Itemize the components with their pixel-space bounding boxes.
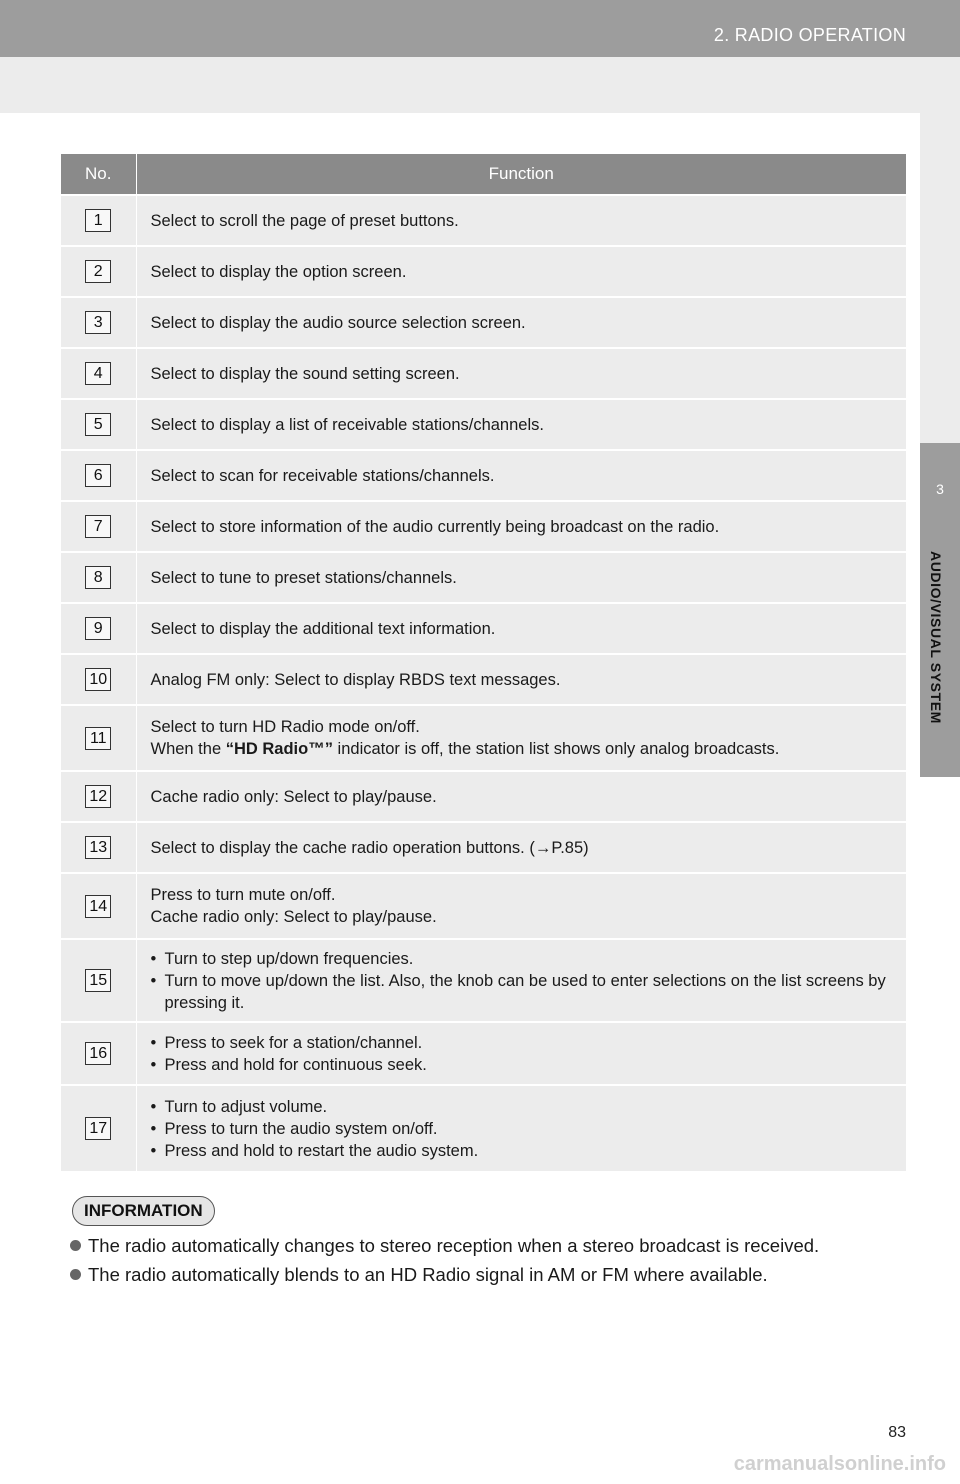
row-number-badge: 15 — [85, 969, 111, 992]
row-number-badge: 2 — [85, 260, 111, 283]
information-text: The radio automatically changes to stereo reception when a stereo broadcast is received. — [88, 1235, 820, 1256]
bullet-icon: • — [150, 1097, 157, 1116]
function-cell — [136, 552, 906, 603]
row-number-cell — [61, 399, 136, 450]
row-number-badge: 8 — [85, 566, 111, 589]
bullet-text: Press to turn the audio system on/off. — [164, 1119, 438, 1138]
bullet-text: Press and hold for continuous seek. — [164, 1055, 427, 1074]
table-row — [61, 822, 906, 873]
row-number-cell — [61, 195, 136, 246]
column-header-function: Function — [136, 154, 906, 195]
header-band — [0, 57, 960, 113]
function-text: Select to display the additional text information. — [150, 619, 496, 638]
table-row — [61, 771, 906, 822]
row-number-cell — [61, 939, 136, 1022]
row-number-badge: 11 — [85, 727, 111, 750]
chapter-number: 3 — [936, 481, 944, 497]
section-title: 2. RADIO OPERATION — [713, 25, 906, 45]
function-cell — [136, 195, 906, 246]
information-item — [70, 1262, 920, 1288]
chapter-tab — [920, 443, 960, 777]
function-cell — [136, 1022, 906, 1085]
bullet-item — [151, 1096, 893, 1118]
column-header-no: No. — [61, 154, 136, 195]
function-cell — [136, 246, 906, 297]
function-text: Cache radio only: Select to play/pause. — [150, 908, 437, 926]
bullet-icon: • — [150, 1119, 157, 1138]
row-number-cell — [61, 348, 136, 399]
function-text: Analog FM only: Select to display RBDS text messages. — [150, 670, 561, 689]
function-text: Select to display the cache radio operation buttons. (→P.85) — [150, 838, 589, 857]
row-number-cell — [61, 501, 136, 552]
table-row — [61, 603, 906, 654]
bullet-icon: • — [150, 971, 157, 990]
row-number-badge: 12 — [85, 785, 111, 808]
row-number-cell — [61, 603, 136, 654]
function-cell — [136, 399, 906, 450]
row-number-badge: 9 — [85, 617, 111, 640]
function-text: Select to scan for receivable stations/channels. — [150, 466, 495, 485]
chapter-label: AUDIO/VISUAL SYSTEM — [928, 551, 944, 724]
function-text: Select to display the option screen. — [150, 262, 407, 281]
watermark: carmanualsonline.info — [733, 1453, 946, 1475]
table-row — [61, 450, 906, 501]
function-text: Select to scroll the page of preset buttons. — [150, 211, 459, 230]
bullet-text: Press to seek for a station/channel. — [164, 1033, 423, 1052]
function-cell — [136, 450, 906, 501]
row-number-cell — [61, 1085, 136, 1171]
row-number-badge: 3 — [85, 311, 111, 334]
table-row — [61, 246, 906, 297]
table-row — [61, 195, 906, 246]
function-text: Select to display the audio source selection screen. — [150, 313, 526, 332]
table-row — [61, 348, 906, 399]
row-number-badge: 10 — [85, 668, 111, 691]
function-cell — [136, 297, 906, 348]
row-number-cell — [61, 450, 136, 501]
bullet-text: Press and hold to restart the audio system. — [164, 1141, 479, 1160]
bullet-dot-icon — [70, 1240, 81, 1251]
information-list — [70, 1233, 920, 1291]
function-text: Select to display the sound setting screen. — [150, 364, 460, 383]
function-cell — [136, 501, 906, 552]
bullet-icon: • — [150, 1055, 157, 1074]
table-row — [61, 399, 906, 450]
bullet-item — [151, 1054, 893, 1076]
bullet-icon: • — [150, 1033, 157, 1052]
information-label: INFORMATION — [72, 1196, 215, 1226]
function-text: Press to turn mute on/off. — [150, 886, 336, 904]
function-cell — [136, 705, 906, 771]
bullet-text: Turn to step up/down frequencies. — [164, 949, 414, 968]
row-number-cell — [61, 705, 136, 771]
row-number-badge: 6 — [85, 464, 111, 487]
row-number-cell — [61, 1022, 136, 1085]
function-cell — [136, 1085, 906, 1171]
bullet-text: Turn to move up/down the list. Also, the knob can be used to enter selections on the list screens by pressing it. — [164, 971, 886, 1012]
row-number-badge: 4 — [85, 362, 111, 385]
function-text: Select to display a list of receivable stations/channels. — [150, 415, 544, 434]
function-text-part: When the — [150, 740, 226, 758]
function-text: Select to store information of the audio currently being broadcast on the radio. — [150, 517, 720, 536]
bullet-item — [151, 1118, 893, 1140]
row-number-cell — [61, 654, 136, 705]
information-text: The radio automatically blends to an HD Radio signal in AM or FM where available. — [88, 1264, 768, 1285]
bullet-item — [151, 970, 893, 1014]
function-text: Cache radio only: Select to play/pause. — [150, 787, 437, 806]
table-row — [61, 1085, 906, 1171]
row-number-badge: 1 — [85, 209, 111, 232]
function-text — [151, 738, 893, 760]
function-cell — [136, 348, 906, 399]
function-cell — [136, 873, 906, 939]
table-row — [61, 501, 906, 552]
row-number-cell — [61, 873, 136, 939]
table-row — [61, 552, 906, 603]
row-number-badge: 7 — [85, 515, 111, 538]
function-text: Select to turn HD Radio mode on/off. — [150, 718, 420, 736]
row-number-badge: 13 — [85, 836, 111, 859]
row-number-badge: 5 — [85, 413, 111, 436]
function-cell — [136, 771, 906, 822]
table-row — [61, 705, 906, 771]
table-header-row — [61, 154, 906, 195]
side-band — [920, 113, 960, 443]
function-cell — [136, 939, 906, 1022]
indicator-name: “HD Radio™” — [225, 740, 333, 758]
bullet-dot-icon — [70, 1269, 81, 1280]
function-table — [61, 154, 906, 1171]
table-row — [61, 297, 906, 348]
table-row — [61, 654, 906, 705]
row-number-cell — [61, 822, 136, 873]
row-number-badge: 14 — [85, 895, 111, 918]
function-text-part: indicator is off, the station list shows only analog broadcasts. — [332, 740, 780, 758]
row-number-cell — [61, 552, 136, 603]
row-number-badge: 16 — [85, 1042, 111, 1065]
row-number-cell — [61, 771, 136, 822]
page-number: 83 — [888, 1424, 906, 1441]
bullet-icon: • — [150, 1141, 157, 1160]
bullet-icon: • — [150, 949, 157, 968]
function-cell — [136, 654, 906, 705]
information-item — [70, 1233, 920, 1259]
bullet-item — [151, 1140, 893, 1162]
function-cell — [136, 822, 906, 873]
table-row — [61, 939, 906, 1022]
function-cell — [136, 603, 906, 654]
bullet-item — [151, 948, 893, 970]
table-row — [61, 873, 906, 939]
row-number-cell — [61, 246, 136, 297]
bullet-text: Turn to adjust volume. — [164, 1097, 328, 1116]
row-number-badge: 17 — [85, 1117, 111, 1140]
bullet-item — [151, 1032, 893, 1054]
row-number-cell — [61, 297, 136, 348]
table-row — [61, 1022, 906, 1085]
function-text: Select to tune to preset stations/channels. — [150, 568, 457, 587]
